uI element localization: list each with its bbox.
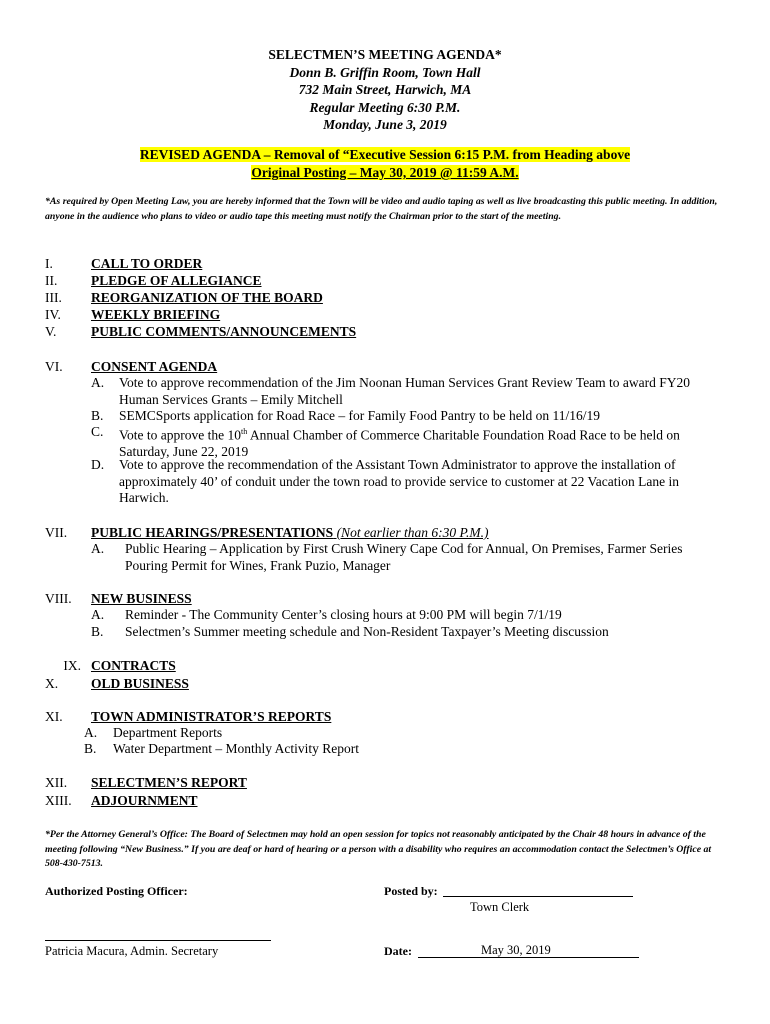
date-value: May 30, 2019 [481,943,551,957]
hearings-time-note: (Not earlier than 6:30 P.M.) [336,525,489,540]
meeting-room: Donn B. Griffin Room, Town Hall [289,64,481,80]
meeting-time: Regular Meeting 6:30 P.M. [309,99,461,115]
sub-letter: B. [84,741,97,756]
item-town-admin-reports: TOWN ADMINISTRATOR’S REPORTS [91,709,332,724]
new-business-a-text: Reminder - The Community Center’s closing hours at 9:00 PM will begin 7/1/19 [125,607,562,622]
town-clerk-label: Town Clerk [470,900,530,914]
item-number: XIII. [45,793,72,808]
item-pledge: PLEDGE OF ALLEGIANCE [91,273,262,288]
item-call-to-order: CALL TO ORDER [91,256,203,271]
consent-item [91,408,731,425]
item-number: III. [45,290,62,305]
consent-d-line-1: Vote to approve the recommendation of the Assistant Town Administrator to approve the installation of [119,457,676,472]
admin-report-item [84,741,724,758]
consent-d-line-2: approximately 40’ of conduit under the town road to provide service to customer at 22 Vacation Lane in [119,473,679,489]
date-label: Date: [384,944,412,958]
consent-item [91,457,731,507]
open-meeting-law-note: *As required by Open Meeting Law, you are hereby informed that the Town will be video and audio taping as well as live broadcasting this public meeting. In addition, anyone in the audience who plans to video or audio tape this meeting must notify the Chairman prior to the start of the meeting. [45,196,718,222]
consent-c-line-1: Vote to approve the 10th Annual Chamber of Commerce Charitable Foundation Road Race to be held on [119,427,680,443]
admin-report-item [84,725,724,742]
meeting-address: 732 Main Street, Harwich, MA [298,82,472,97]
item-number: V. [45,324,57,339]
admin-report-a-text: Department Reports [113,725,223,740]
item-number: XI. [45,709,63,724]
secretary-signature-line [45,940,271,941]
item-adjournment: ADJOURNMENT [91,793,198,808]
item-number: VIII. [45,591,72,606]
consent-d-line-3: Harwich. [119,490,169,505]
revised-line-2: Original Posting – May 30, 2019 @ 11:59 A.M. [251,165,519,180]
item-public-comments: PUBLIC COMMENTS/ANNOUNCEMENTS [91,324,357,339]
item-new-business: NEW BUSINESS [91,591,192,606]
item-number: I. [45,256,53,271]
item-number: VII. [45,525,68,540]
attorney-general-note: *Per the Attorney General’s Office: The Board of Selectmen may hold an open session for topics not reasonably anticipated by the Chair 48 hours in advance of the meeting following “New Business.” If you are deaf or hard of hearing or a person with a disability who requires an accommodation contact the Selectmen’s Office at 508-430-7513. [45,829,712,869]
consent-a-line-1: Vote to approve recommendation of the Jim Noonan Human Services Grant Review Team to award FY20 [119,375,691,390]
sub-letter: A. [91,375,105,390]
consent-a-line-2: Human Services Grants – Emily Mitchell [119,391,343,407]
item-old-business: OLD BUSINESS [91,676,189,691]
agenda-title: SELECTMEN’S MEETING AGENDA* [268,47,502,62]
item-consent-agenda: CONSENT AGENDA [91,359,218,374]
item-number: XII. [45,775,68,790]
admin-report-b-text: Water Department – Monthly Activity Report [113,741,359,756]
sub-letter: A. [84,725,98,740]
meeting-date: Monday, June 3, 2019 [323,117,447,132]
revised-notice [0,146,770,182]
item-number: II. [45,273,58,288]
sub-letter: B. [91,624,104,639]
item-number: VI. [45,359,63,374]
secretary-name: Patricia Macura, Admin. Secretary [45,944,219,958]
sub-letter: D. [91,457,105,472]
new-business-item [91,624,731,641]
item-number: IX. [63,658,81,673]
hearing-item [91,541,731,575]
sub-letter: C. [91,424,104,439]
hearing-a-line-1: Public Hearing – Application by First Crush Winery Cape Cod for Annual, On Premises, Farmer Series [125,541,683,556]
new-business-item [91,607,731,624]
item-selectmens-report: SELECTMEN’S REPORT [91,775,247,790]
item-reorganization: REORGANIZATION OF THE BOARD [91,290,323,305]
consent-b-text: SEMCSports application for Road Race – for Family Food Pantry to be held on 11/16/19 [119,408,600,423]
sub-letter: B. [91,408,104,423]
item-contracts: CONTRACTS [91,658,176,673]
hearing-a-line-2: Pouring Permit for Wines, Frank Puzio, Manager [125,557,391,573]
revised-line-1: REVISED AGENDA – Removal of “Executive Session 6:15 P.M. from Heading above [139,147,631,162]
item-public-hearings: PUBLIC HEARINGS/PRESENTATIONS (Not earlier than 6:30 P.M.) [91,525,489,540]
sub-letter: A. [91,607,105,622]
agenda-header [0,46,770,134]
item-number: IV. [45,307,61,322]
authorized-posting-label: Authorized Posting Officer: [45,884,188,898]
item-number: X. [45,676,59,691]
posted-by-label: Posted by: [384,884,438,898]
consent-c-line-2: Saturday, June 22, 2019 [119,444,249,459]
posted-by-line [443,896,633,897]
item-weekly-briefing: WEEKLY BRIEFING [91,307,221,322]
sub-letter: A. [91,541,105,556]
consent-item [91,424,731,458]
consent-item [91,375,731,409]
new-business-b-text: Selectmen’s Summer meeting schedule and Non-Resident Taxpayer’s Meeting discussion [125,624,609,639]
